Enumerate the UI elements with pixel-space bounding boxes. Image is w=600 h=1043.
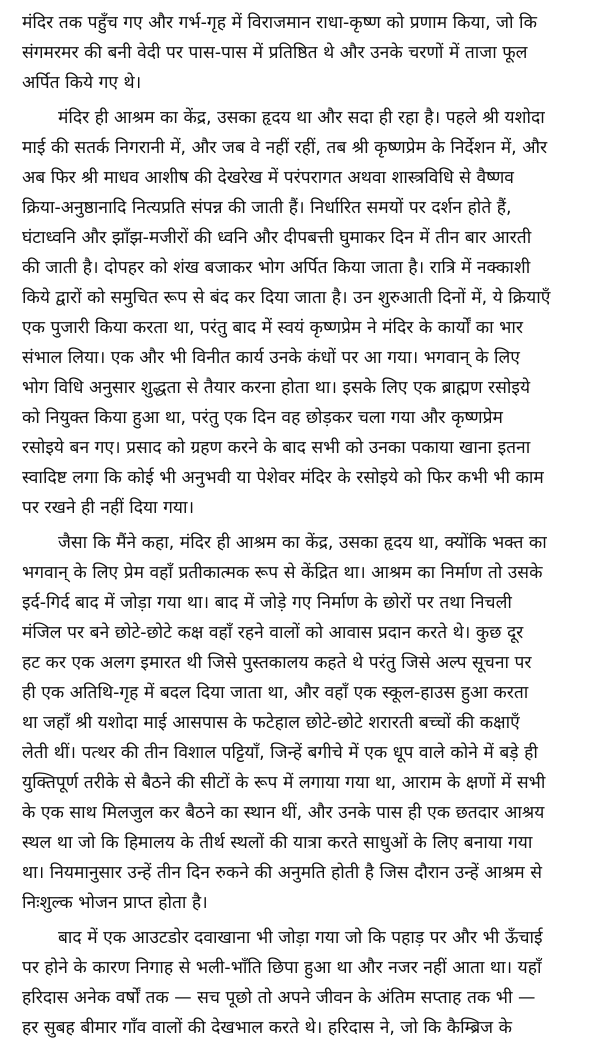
text-line: अर्पित किये गए थे। <box>22 73 142 93</box>
text-line: अब फिर श्री माधव आशीष की देखरेख में परंपरागत अथवा शास्त्रविधि से वैष्णव <box>22 168 514 188</box>
text-line: हट कर एक अलग इमारत थी जिसे पुस्तकालय कहते थे परंतु जिसे अल्प सूचना पर <box>22 653 532 673</box>
text-line: था। नियमानुसार उन्हें तीन दिन रुकने की अनुमति होती है जिस दौरान उन्हें आश्रम से <box>22 863 542 883</box>
text-line: युक्तिपूर्ण तरीके से बैठने की सीटों के रूप में लगाया गया था, आराम के क्षणों में सभी <box>22 773 546 793</box>
text-line: संगमरमर की बनी वेदी पर पास-पास में प्रतिष्ठित थे और उनके चरणों में ताजा फूल <box>22 43 528 63</box>
paragraph-1 <box>22 8 587 98</box>
paragraph-3 <box>22 528 587 918</box>
text-line: एक पुजारी किया करता था, परंतु बाद में स्वयं कृष्णप्रेम ने मंदिर के कार्यों का भार <box>22 318 524 338</box>
text-line: स्वादिष्ट लगा कि कोई भी अनुभवी या पेशेवर मंदिर के रसोइये को फिर कभी भी काम <box>22 468 544 488</box>
text-line: माई की सतर्क निगरानी में, और जब वे नहीं रहीं, तब श्री कृष्णप्रेम के निर्देशन में, और <box>22 138 548 158</box>
text-line: इर्द-गिर्द बाद में जोड़ा गया था। बाद में जोड़े गए निर्माण के छोरों पर तथा निचली <box>22 593 512 613</box>
text-line: को नियुक्त किया हुआ था, परंतु एक दिन वह छोड़कर चला गया और कृष्णप्रेम <box>22 408 503 428</box>
paragraph-4 <box>22 923 587 1043</box>
text-line: हर सुबह बीमार गाँव वालों की देखभाल करते थे। हरिदास ने, जो कि कैम्ब्रिज के <box>22 1018 512 1038</box>
text-line: रसोइये बन गए। प्रसाद को ग्रहण करने के बाद सभी को उनका पकाया खाना इतना <box>22 438 531 458</box>
text-line: भगवान् के लिए प्रेम वहाँ प्रतीकात्मक रूप से केंद्रित था। आश्रम का निर्माण तो उसके <box>22 563 543 583</box>
text-line: क्रिया-अनुष्ठानादि नित्यप्रति संपन्न की जाती हैं। निर्धारित समयों पर दर्शन होते हैं, <box>22 198 512 218</box>
text-line: स्थल था जो कि हिमालय के तीर्थ स्थलों की यात्रा करते साधुओं के लिए बनाया गया <box>22 833 533 853</box>
text-line: जैसा कि मैंने कहा, मंदिर ही आश्रम का केंद्र, उसका हृदय था, क्योंकि भक्त का <box>58 533 547 553</box>
text-line: घंटाध्वनि और झाँझ-मजीरों की ध्वनि और दीपबत्ती घुमाकर दिन में तीन बार आरती <box>22 228 532 248</box>
text-line: संभाल लिया। एक और भी विनीत कार्य उनके कंधों पर आ गया। भगवान् के लिए <box>22 348 520 368</box>
text-line: किये द्वारों को समुचित रूप से बंद कर दिया जाता है। उन शुरुआती दिनों में, ये क्रियाएँ <box>22 288 551 308</box>
text-line: निःशुल्क भोजन प्राप्त होता है। <box>22 893 208 913</box>
text-line: लेती थीं। पत्थर की तीन विशाल पट्टियाँ, जिन्हें बगीचे में एक धूप वाले कोने में बड़े ही <box>22 743 538 763</box>
text-line: मंदिर तक पहुँच गए और गर्भ-गृह में विराजमान राधा-कृष्ण को प्रणाम किया, जो कि <box>22 13 537 33</box>
text-line: ही एक अतिथि-गृह में बदल दिया जाता था, और वहाँ एक स्कूल-हाउस हुआ करता <box>22 683 529 703</box>
text-line: था जहाँ श्री यशोदा माई आसपास के फटेहाल छोटे-छोटे शरारती बच्चों की कक्षाएँ <box>22 713 520 733</box>
text-line: की जाती है। दोपहर को शंख बजाकर भोग अर्पित किया जाता है। रात्रि में नक्काशी <box>22 258 531 278</box>
text-line: भोग विधि अनुसार शुद्धता से तैयार करना होता था। इसके लिए एक ब्राह्मण रसोइये <box>22 378 531 398</box>
paragraph-2 <box>22 103 587 523</box>
text-line: मंजिल पर बने छोटे-छोटे कक्ष वहाँ रहने वालों को आवास प्रदान करते थे। कुछ दूर <box>22 623 524 643</box>
text-line: हरिदास अनेक वर्षों तक — सच पूछो तो अपने जीवन के अंतिम सप्ताह तक भी — <box>22 988 536 1008</box>
text-line: के एक साथ मिलजुल कर बैठने का स्थान थीं, और उनके पास ही एक छतदार आश्रय <box>22 803 545 823</box>
text-line: बाद में एक आउटडोर दवाखाना भी जोड़ा गया जो कि पहाड़ पर और भी ऊँचाई <box>58 928 543 948</box>
text-line: पर होने के कारण निगाह से भली-भाँति छिपा हुआ था और नजर नहीं आता था। यहाँ <box>22 958 542 978</box>
text-line: पर रखने ही नहीं दिया गया। <box>22 498 195 518</box>
text-line: मंदिर ही आश्रम का केंद्र, उसका हृदय था और सदा ही रहा है। पहले श्री यशोदा <box>58 108 545 128</box>
